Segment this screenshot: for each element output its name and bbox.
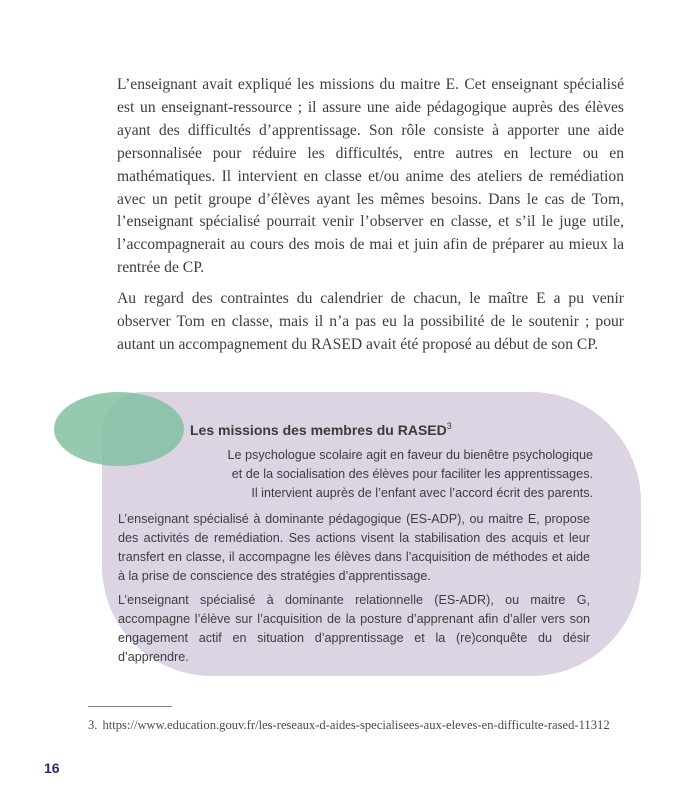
body-text — [117, 74, 624, 357]
footnote — [88, 718, 610, 733]
info-box-title — [190, 421, 452, 438]
footnote-link[interactable]: https://www.education.gouv.fr/les-reseaux-d-aides-specialisees-aux-eleves-en-difficulte-rased-11312 — [102, 718, 610, 732]
body-paragraph-1: L’enseignant avait expliqué les missions du maitre E. Cet enseignant spécialisé est un enseignant-ressource ; il assure une aide pédagogique auprès des élèves ayant des difficultés d’apprentissage. Son rôle consiste à apporter une aide personnalisée pour réduire les difficultés, entre autres en lecture ou en mathématiques. Il intervient en classe et/ou anime des ateliers de remédiation avec un petit groupe d’élèves ayant les mêmes besoins. Dans le cas de Tom, l’enseignant spécialisé pourrait venir l’observer en classe, et s’il le juge utile, l’accompagnerait au cours des mois de mai et juin afin de préparer au mieux la rentrée de CP. — [117, 76, 624, 277]
footnote-separator — [88, 706, 172, 707]
info-box-title-text: Les missions des membres du RASED — [190, 422, 447, 438]
footnote-reference: 3 — [446, 421, 452, 431]
maitre-g-paragraph: L’enseignant spécialisé à dominante relationnelle (ES-ADR), ou maitre G, accompagne l’élève sur l’acquisition de la posture d’apprenant afin d’aller vers son engagement actif en situation d’apprentissage et la (re)conquête du désir d’apprendre. — [118, 593, 590, 664]
psychologue-line-2: et de la socialisation des élèves pour faciliter les apprentissages. — [231, 467, 593, 481]
psychologue-line-1: Le psychologue scolaire agit en faveur du bienêtre psychologique — [227, 448, 593, 462]
psychologue-line-3: Il intervient auprès de l’enfant avec l’accord écrit des parents. — [251, 486, 593, 500]
psychologue-paragraph — [150, 446, 593, 503]
body-paragraph-2: Au regard des contraintes du calendrier de chacun, le maître E a pu venir observer Tom en classe, mais il n’a pas eu la possibilité de le soutenir ; pour autant un accompagnement du RASED avait été proposé au début de son CP. — [117, 290, 624, 353]
page-number: 16 — [44, 760, 60, 776]
maitre-e-paragraph: L’enseignant spécialisé à dominante pédagogique (ES-ADP), ou maitre E, propose des activités de remédiation. Ses actions visent la stabilisation des acquis et leur transfert en classe, il accompagne les élèves dans l’acquisition de méthodes et aide à la prise de conscience des stratégies d’apprentissage. — [118, 512, 590, 583]
footnote-number: 3. — [88, 718, 98, 732]
